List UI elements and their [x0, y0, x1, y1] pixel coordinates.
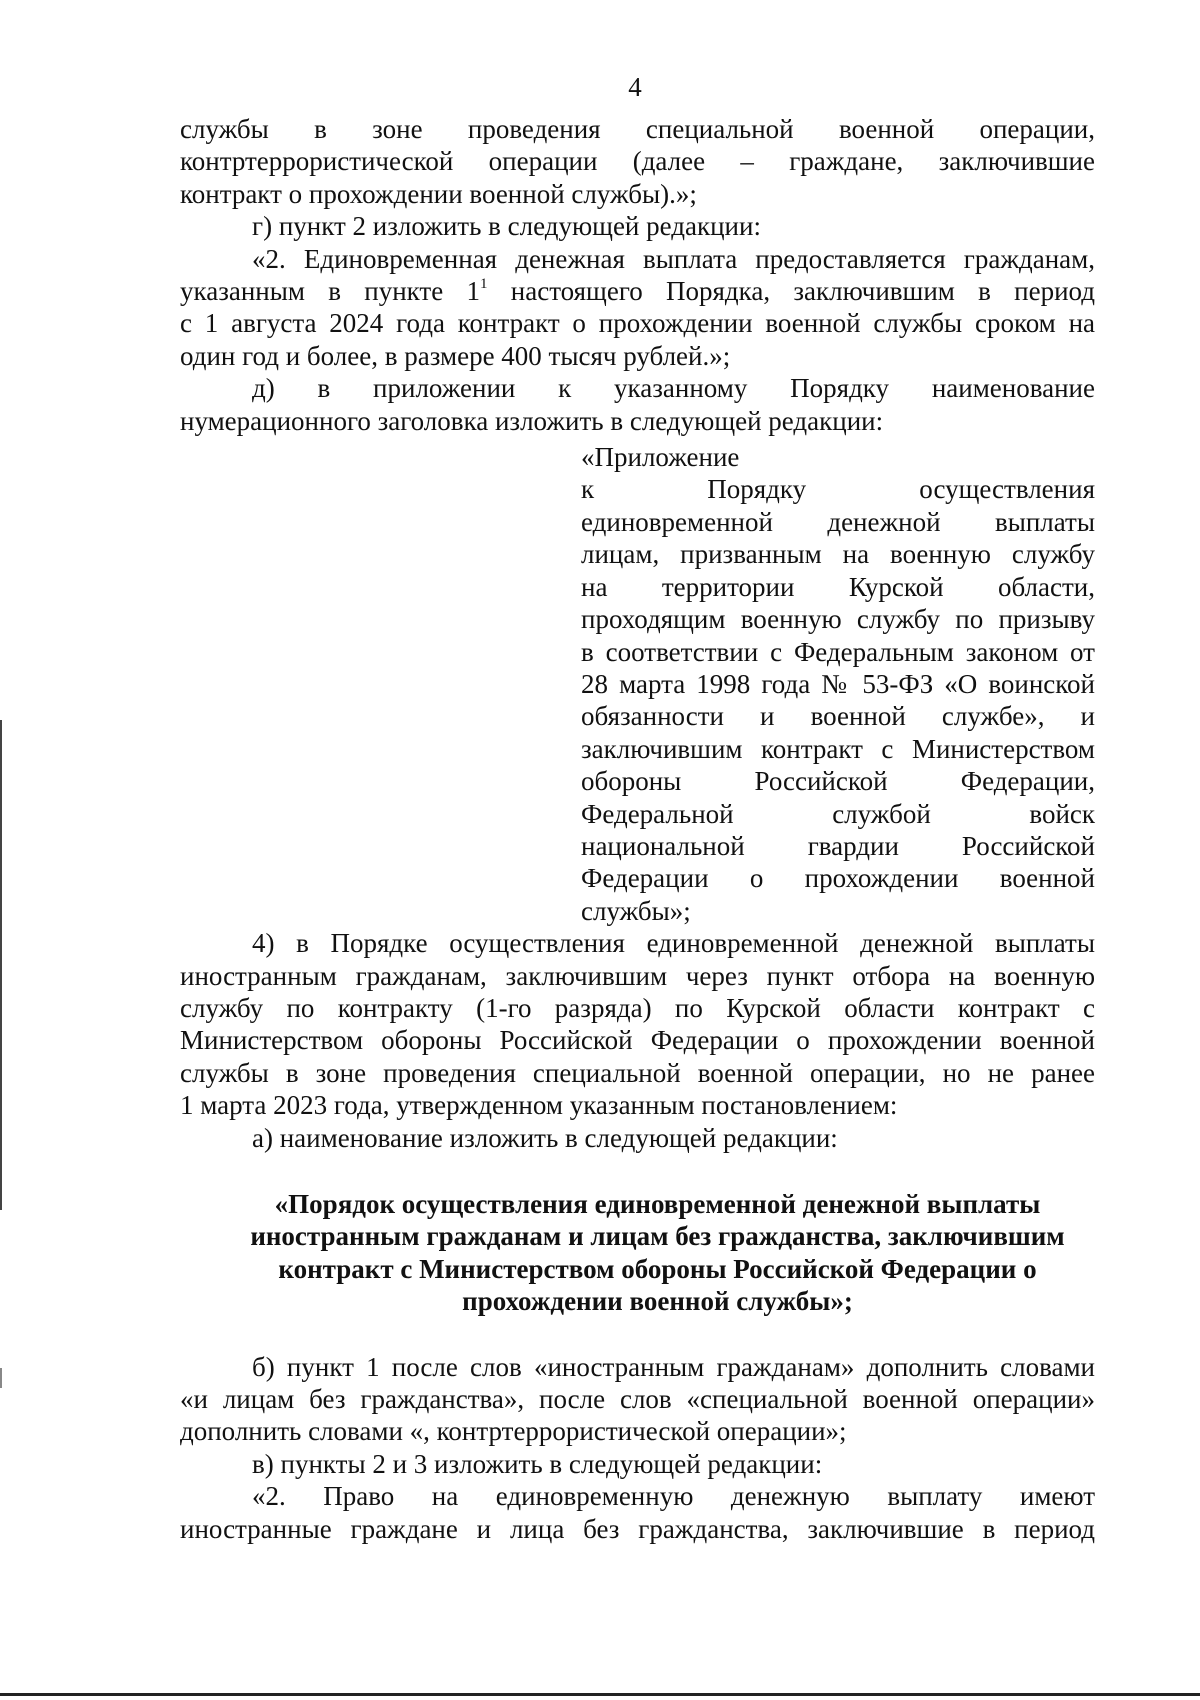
- text-line: национальной гвардии Российской: [581, 830, 1095, 861]
- text-line: дополнить словами «, контртеррористической операции»;: [180, 1416, 847, 1447]
- text-line: 28 марта 1998 года № 53-ФЗ «О воинской: [581, 668, 1095, 699]
- paragraph-b: [180, 1351, 1095, 1448]
- text-line: Федерации о прохождении военной: [581, 863, 1095, 894]
- text-line: на территории Курской области,: [581, 571, 1095, 602]
- scan-edge-mark: [0, 1368, 2, 1388]
- text-line: проходящим военную службу по призыву: [581, 604, 1095, 635]
- page-bottom-border: [0, 1693, 1200, 1696]
- heading-line: «Порядок осуществления единовременной денежной выплаты: [274, 1189, 1041, 1219]
- document-body: [180, 113, 1095, 1545]
- text-line: д) в приложении к указанному Порядку наименование: [252, 373, 1095, 404]
- paragraph-v: [180, 1448, 1095, 1480]
- text-line: 1 марта 2023 года, утвержденном указанным постановлением:: [180, 1090, 898, 1121]
- text-line: г) пункт 2 изложить в следующей редакции:: [252, 211, 761, 242]
- paragraph-g: [180, 210, 1095, 242]
- text-line: б) пункт 1 после слов «иностранным гражданам» дополнить словами: [252, 1351, 1095, 1382]
- text-line: в соответствии с Федеральным законом от: [581, 636, 1095, 667]
- heading-line: прохождении военной службы»;: [462, 1286, 853, 1317]
- text-line: «и лицам без гражданства», после слов «специальной военной операции»: [180, 1384, 1095, 1415]
- heading-line: иностранным гражданам и лицам без гражданства, заключившим: [250, 1221, 1065, 1252]
- text-line: обороны Российской Федерации,: [581, 766, 1095, 797]
- text-line: службу по контракту (1-го разряда) по Курской области контракт с: [180, 992, 1095, 1023]
- heading-line: контракт с Министерством обороны Российской Федерации о: [278, 1253, 1037, 1284]
- text-line: иностранные граждане и лица без гражданства, заключившие в период: [180, 1513, 1095, 1544]
- text-line: контртеррористической операции (далее – граждане, заключившие: [180, 146, 1095, 177]
- text-line: единовременной денежной выплаты: [581, 506, 1095, 537]
- text-line: службы в зоне проведения специальной военной операции,: [180, 114, 1095, 144]
- page-number: 4: [628, 72, 642, 102]
- text-line: с 1 августа 2024 года контракт о прохождении военной службы сроком на: [180, 308, 1095, 339]
- text-line: службы в зоне проведения специальной военной операции, но не ранее: [180, 1057, 1095, 1088]
- text-line: а) наименование изложить в следующей редакции:: [252, 1122, 838, 1153]
- text-line: заключившим контракт с Министерством: [581, 733, 1095, 764]
- text-line: службы»;: [581, 895, 691, 926]
- text-line: контракт о прохождении военной службы).»;: [180, 178, 697, 209]
- superscript: 1: [480, 276, 488, 293]
- text-line: один год и более, в размере 400 тысяч рублей.»;: [180, 340, 731, 371]
- text-line: нумерационного заголовка изложить в следующей редакции:: [180, 405, 884, 436]
- paragraph-point-2-foreign: [180, 1480, 1095, 1545]
- scan-edge-mark: [0, 720, 2, 1210]
- paragraph-d: [180, 372, 1095, 437]
- text-line: в) пункты 2 и 3 изложить в следующей редакции:: [252, 1448, 823, 1479]
- text-line: Министерством обороны Российской Федерации о прохождении военной: [180, 1025, 1095, 1056]
- appendix-heading-block: [581, 441, 1095, 927]
- text-line: лицам, призванным на военную службу: [581, 539, 1095, 570]
- text-line: «2. Право на единовременную денежную выплату имеют: [252, 1481, 1095, 1512]
- paragraph-point-2: [180, 243, 1095, 373]
- text-fragment: настоящего Порядка, заключившим в период: [487, 276, 1095, 307]
- order-title-heading: [180, 1188, 1095, 1318]
- text-line: Федеральной службой войск: [581, 798, 1095, 829]
- text-line: к Порядку осуществления: [581, 474, 1095, 505]
- text-line: иностранным гражданам, заключившим через пункт отбора на военную: [180, 960, 1095, 991]
- paragraph-4: [180, 927, 1095, 1121]
- text-fragment: указанным в пункте 1: [180, 276, 480, 307]
- paragraph-a: [180, 1122, 1095, 1154]
- paragraph-continuation: [180, 113, 1095, 210]
- text-line: обязанности и военной службе», и: [581, 701, 1095, 732]
- text-line: [180, 275, 1095, 307]
- text-line: «2. Единовременная денежная выплата предоставляется гражданам,: [252, 243, 1095, 274]
- appendix-title: «Приложение: [581, 442, 740, 473]
- text-line: 4) в Порядке осуществления единовременной денежной выплаты: [252, 928, 1095, 959]
